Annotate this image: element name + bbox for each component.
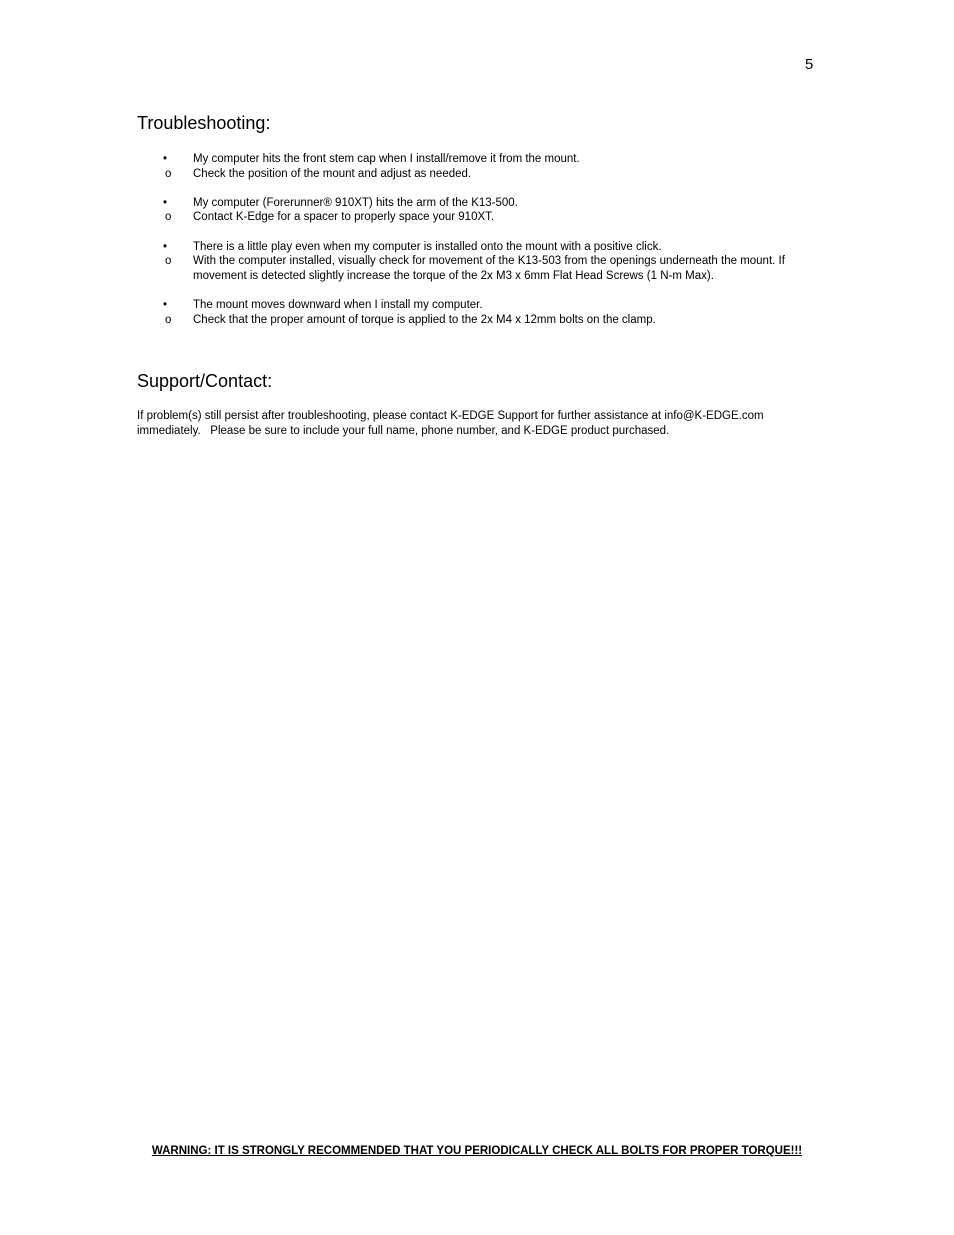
issue-text: My computer hits the front stem cap when I install/remove it from the mount. [193, 153, 580, 165]
issue-item [137, 196, 817, 211]
solution-text: Contact K-Edge for a spacer to properly space your 910XT. [193, 211, 495, 224]
issue-text: My computer (Forerunner® 910XT) hits the arm of the K13-500. [193, 196, 518, 209]
solution-text: Check that the proper amount of torque is applied to the 2x M4 x 12mm bolts on the clamp. [193, 313, 656, 326]
sub-bullet-icon: o [165, 255, 172, 268]
troubleshooting-list [137, 152, 817, 327]
page-number: 5 [805, 56, 814, 73]
support-heading: Support/Contact: [137, 371, 273, 391]
bullet-icon: • [163, 153, 168, 165]
solution-item [137, 167, 817, 182]
issue-item [137, 240, 817, 255]
troubleshooting-heading: Troubleshooting: [137, 113, 271, 133]
issue-text: There is a little play even when my computer is installed onto the mount with a positive click. [193, 240, 662, 253]
solution-text: With the computer installed, visually check for movement of the K13-503 from the openings underneath the mount. If movement is detected slightly increase the torque of the 2x M3 x 6mm Flat Head Screws (1 N-m Max). [193, 255, 785, 282]
issue-item [137, 152, 817, 167]
bullet-icon: • [163, 298, 168, 311]
solution-item [137, 210, 817, 225]
sub-bullet-icon: o [165, 211, 172, 224]
sub-bullet-icon: o [165, 313, 172, 326]
bullet-icon: • [163, 196, 168, 209]
solution-item [137, 313, 817, 328]
solution-text: Check the position of the mount and adjust as needed. [193, 167, 472, 180]
sub-bullet-icon: o [165, 167, 172, 180]
list-item [137, 240, 817, 284]
solution-item [137, 254, 817, 283]
warning-footer: WARNING: IT IS STRONGLY RECOMMENDED THAT YOU PERIODICALLY CHECK ALL BOLTS FOR PROPER TORQUE!!! [151, 1145, 803, 1157]
list-item [137, 152, 817, 181]
list-item [137, 298, 817, 327]
issue-item [137, 298, 817, 313]
bullet-icon: • [163, 240, 168, 253]
support-paragraph: If problem(s) still persist after troubleshooting, please contact K-EDGE Support for further assistance at info@K-EDGE.com immediately. Please be sure to include your full name, phone number, and K-EDGE product purchased. [137, 410, 767, 437]
list-item [137, 196, 817, 225]
issue-text: The mount moves downward when I install my computer. [193, 298, 483, 311]
